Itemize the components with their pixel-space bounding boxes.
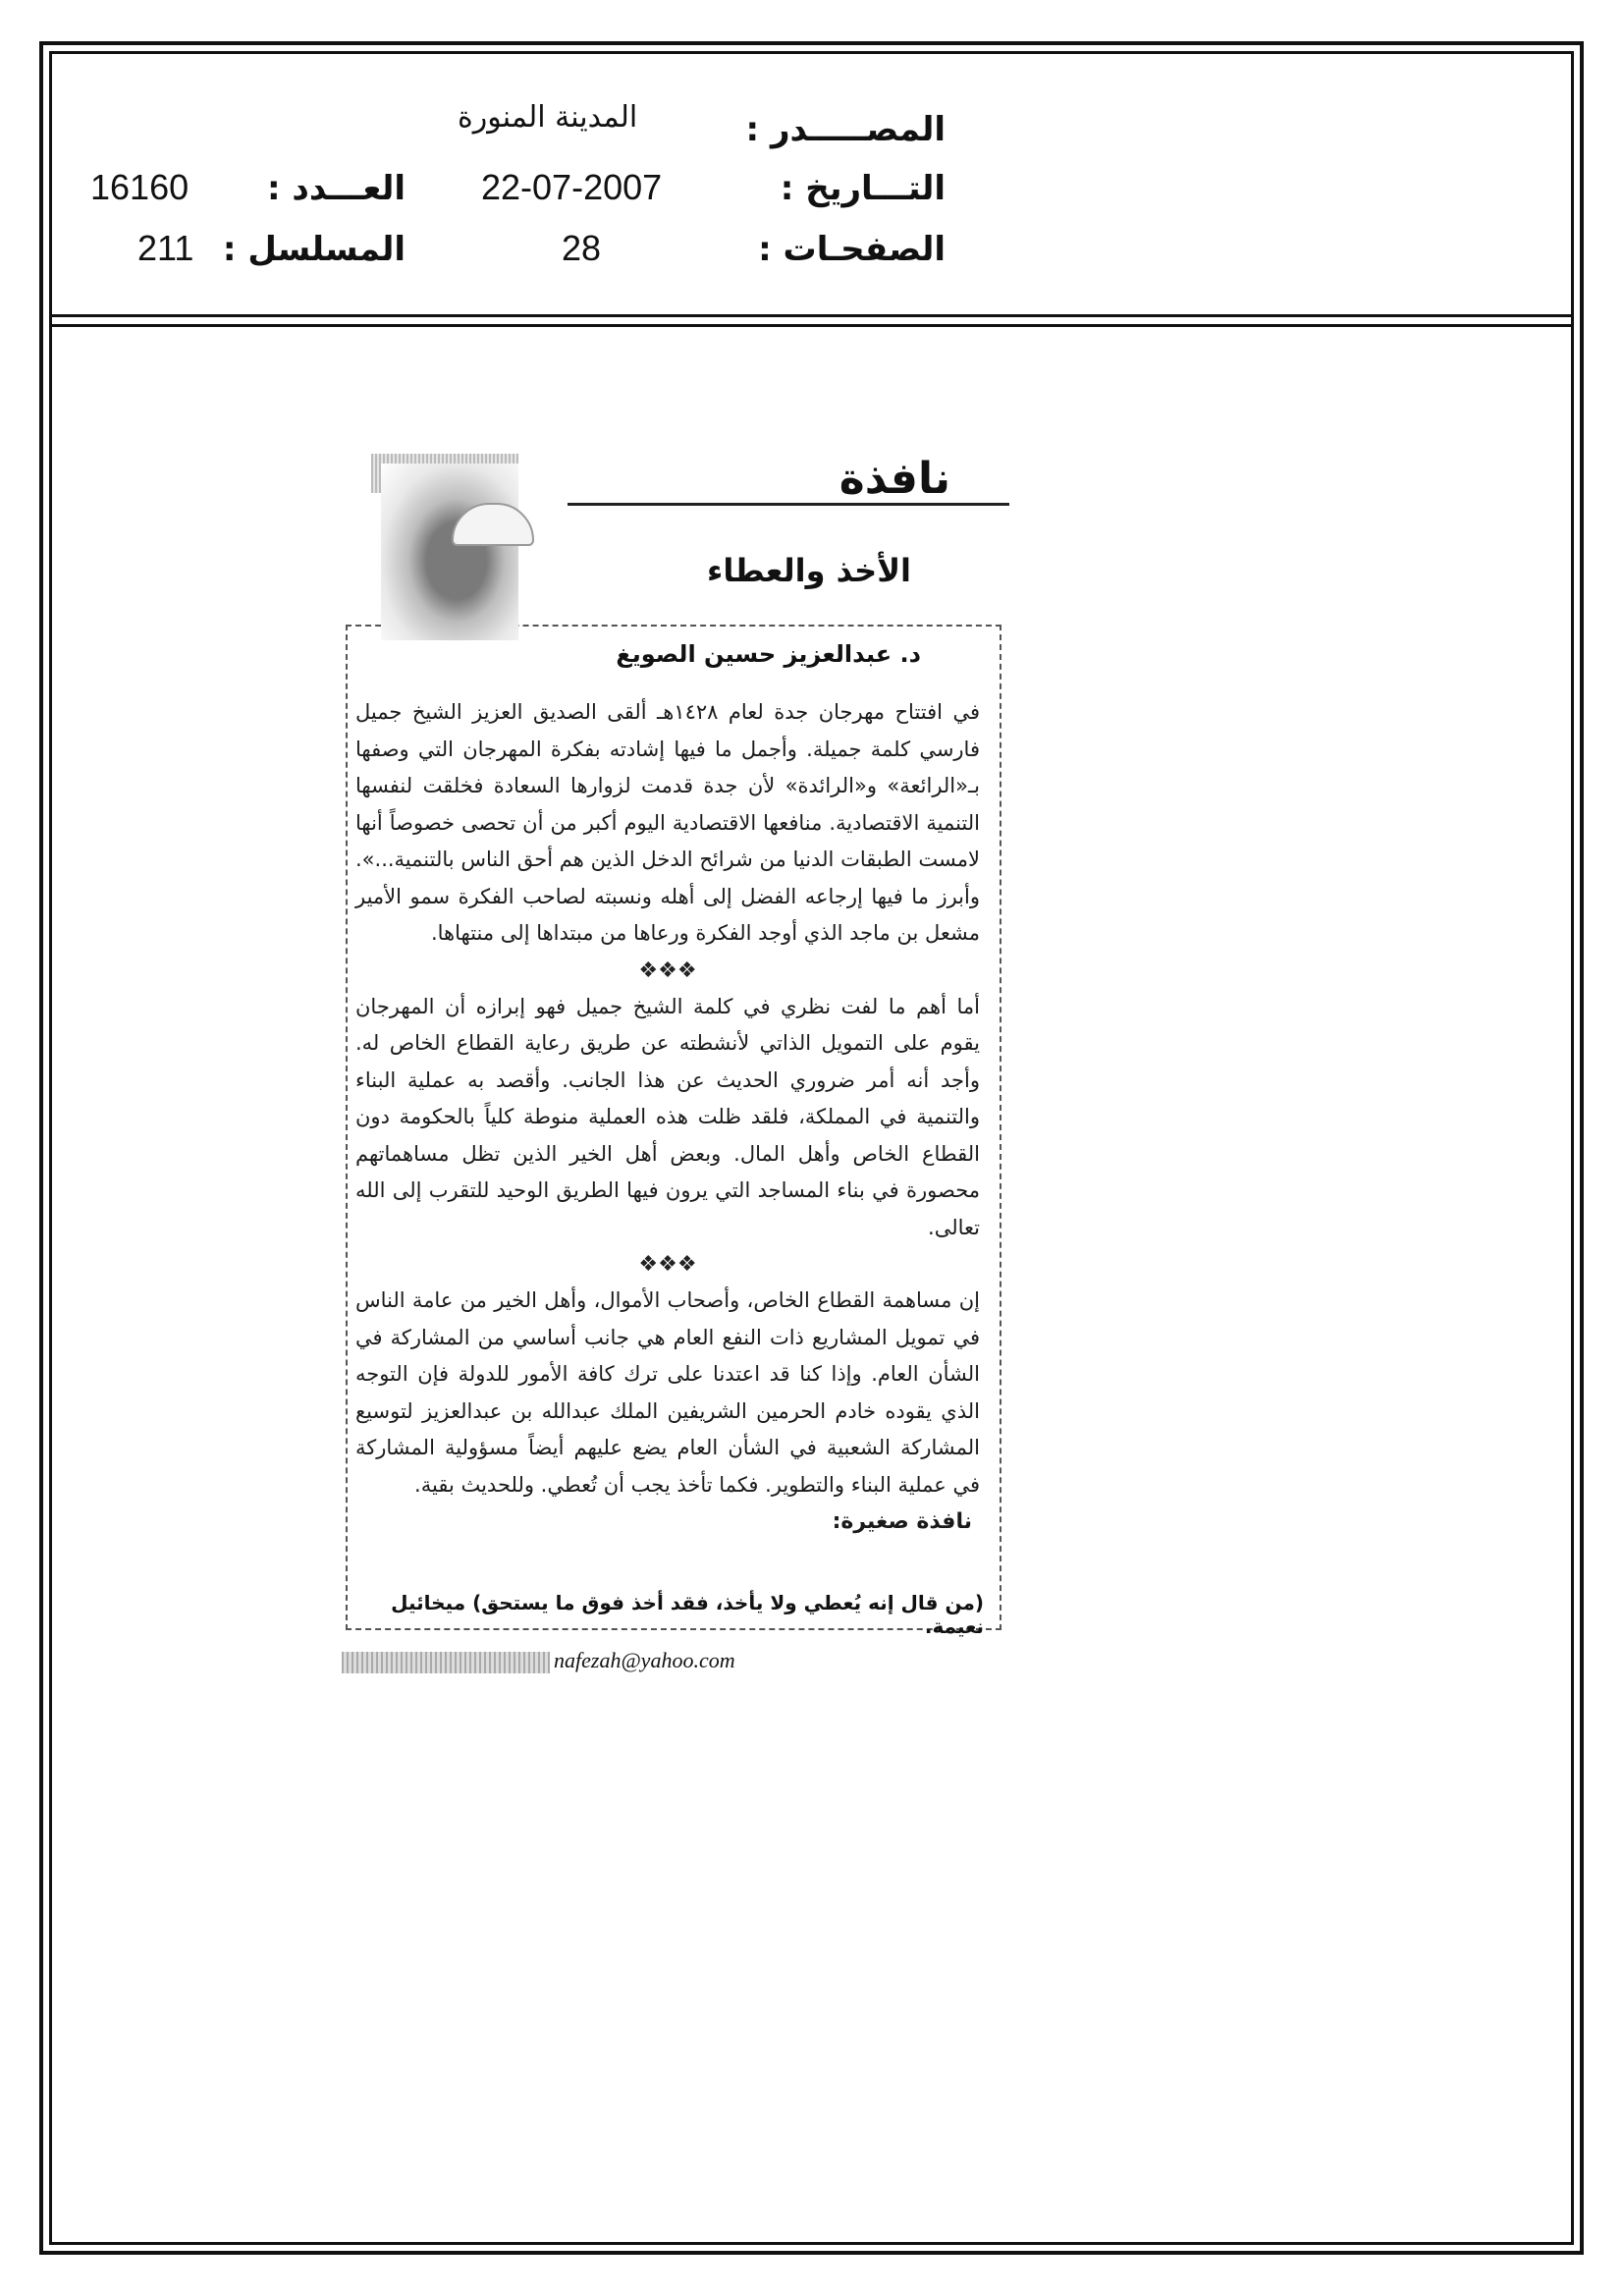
header-divider <box>49 314 1574 317</box>
article-author: د. عبدالعزيز حسين الصويغ <box>616 640 921 668</box>
article-body <box>355 694 980 1541</box>
article-headline: الأخذ والعطاء <box>707 552 911 589</box>
article-paragraph: في افتتاح مهرجان جدة لعام ١٤٢٨هـ ألقى الصديق العزيز الشيخ جميل فارسي كلمة جميلة. وأجمل ما فيها إشادته بفكرة المهرجان التي وصفها بـ«الرائعة» و«الرائدة» لأن جدة قدمت لزوارها السعادة فخلقت لنفسها التنمية الاقتصادية. منافعها الاقتصادية اليوم أكبر من أن تحصى خصوصاً أنها لامست الطبقات الدنيا من شرائح الدخل الذين هم أحق الناس بالتنمية...». وأبرز ما فيها إرجاعه الفضل إلى أهله ونسبته لصاحب الفكرة سمو الأمير مشعل بن ماجد الذي أوجد الفكرة ورعاها من مبتداها إلى منتهاها. <box>355 700 980 945</box>
small-window-quote: (من قال إنه يُعطي ولا يأخذ، فقد أخذ فوق ما يستحق) ميخائيل نعيمة. <box>391 1591 984 1638</box>
serial-label: المسلسل : <box>222 230 406 269</box>
footer-band <box>342 1652 550 1673</box>
small-window-title: نافذة صغيرة: <box>832 1509 972 1534</box>
column-title-rule <box>568 503 1009 506</box>
issue-value: 16160 <box>90 167 189 207</box>
author-headdress <box>452 503 534 546</box>
paragraph-separator: ❖❖❖ <box>638 1252 697 1277</box>
source-value: المدينة المنورة <box>458 100 638 135</box>
date-label: التـــاريخ : <box>780 169 946 208</box>
author-email: nafezah@yahoo.com <box>554 1648 735 1672</box>
serial-value: 211 <box>137 228 194 268</box>
newspaper-clipping <box>342 444 1009 1689</box>
issue-label: العـــدد : <box>267 169 406 208</box>
date-value: 22-07-2007 <box>481 167 663 207</box>
article-paragraph: إن مساهمة القطاع الخاص، وأصحاب الأموال، وأهل الخير من عامة الناس في تمويل المشاريع ذات النفع العام هي جانب أساسي من المشاركة في الشأن العام. وإذا كنا قد اعتدنا على ترك كافة الأمور للدولة فإن التوجه الذي يقوده خادم الحرمين الشريفين الملك عبدالله بن عبدالعزيز لتوسيع المشاركة الشعبية في الشأن العام يضع عليهم أيضاً مسؤولية المشاركة في عملية البناء والتطوير. فكما تأخذ يجب أن تُعطي. وللحديث بقية. <box>355 1288 980 1497</box>
paragraph-separator: ❖❖❖ <box>638 957 697 983</box>
pages-value: 28 <box>562 228 602 268</box>
article-paragraph: أما أهم ما لفت نظري في كلمة الشيخ جميل فهو إبرازه أن المهرجان يقوم على التمويل الذاتي لأنشطته عن طريق رعاية القطاع الخاص له. وأجد أنه أمر ضروري الحديث عن هذا الجانب. وأقصد به عملية البناء والتنمية في المملكة، فلقد ظلت هذه العملية منوطة كلياً بالحكومة دون القطاع الخاص وأهل المال. وبعض أهل الخير الذين تظل مساهماتهم محصورة في بناء المساجد التي يرون فيها الطريق الوحيد للتقرب إلى الله تعالى. <box>355 994 980 1239</box>
column-title: نافذة <box>839 454 950 504</box>
source-label: المصـــــدر : <box>745 110 946 149</box>
header-divider-second <box>49 324 1574 327</box>
author-photo <box>381 464 518 640</box>
pages-label: الصفحـات : <box>758 230 946 269</box>
